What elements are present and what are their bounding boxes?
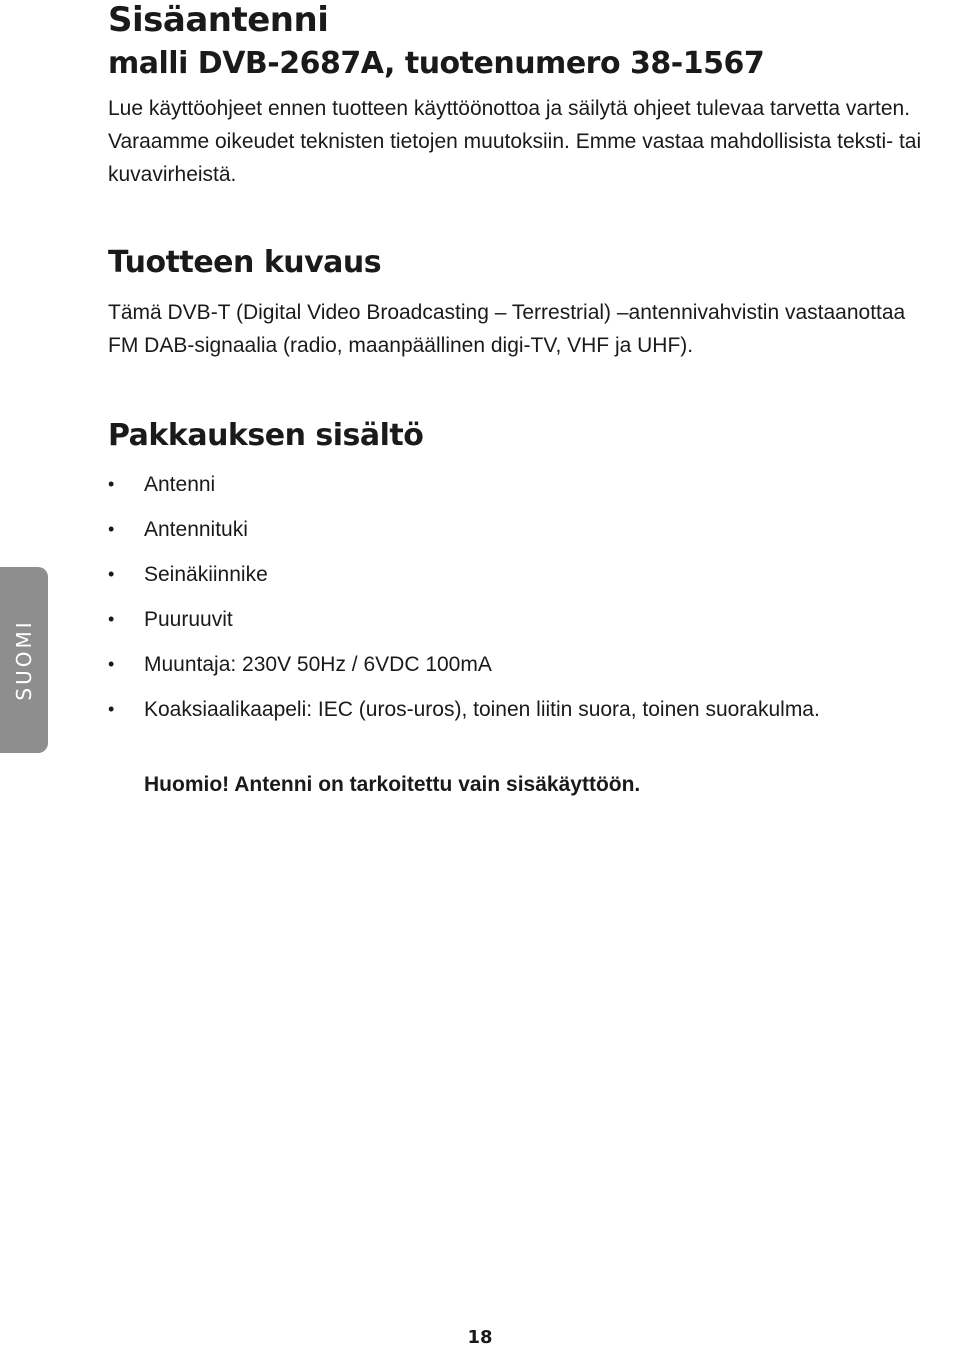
list-item — [108, 603, 938, 648]
bullet-icon: • — [108, 564, 115, 584]
bullet-icon: • — [108, 519, 115, 539]
bullet-icon: • — [108, 654, 115, 674]
bullet-icon: • — [108, 474, 115, 494]
package-heading: Pakkauksen sisältö — [108, 418, 424, 453]
list-item-text: Antennituki — [144, 518, 248, 541]
list-item-text: Puuruuvit — [144, 608, 233, 631]
list-item — [108, 468, 938, 513]
list-item-text: Muuntaja: 230V 50Hz / 6VDC 100mA — [144, 653, 492, 676]
description-paragraph: Tämä DVB-T (Digital Video Broadcasting – Terrestrial) –antennivahvistin vastaanottaa FM DAB-signaalia (radio, maanpäällinen digi-TV, VHF ja UHF). — [108, 301, 906, 357]
document-title: Sisäantenni — [108, 0, 329, 40]
list-item — [108, 693, 938, 738]
caution-note: Huomio! Antenni on tarkoitettu vain sisäkäyttöön. — [144, 773, 641, 796]
list-item — [108, 648, 938, 693]
description-heading: Tuotteen kuvaus — [108, 245, 382, 280]
language-side-tab — [0, 567, 48, 753]
list-item — [108, 558, 938, 603]
list-item — [108, 513, 938, 558]
intro-paragraph: Lue käyttöohjeet ennen tuotteen käyttöönottoa ja säilytä ohjeet tulevaa tarvetta varten. Varaamme oikeudet teknisten tietojen muutoksiin. Emme vastaa mahdollisista teksti- tai kuvavirheistä. — [108, 97, 922, 186]
document-subtitle: malli DVB-2687A, tuotenumero 38-1567 — [108, 46, 765, 81]
list-item-text: Antenni — [144, 473, 216, 496]
bullet-icon: • — [108, 699, 115, 719]
language-label: SUOMI — [12, 619, 36, 701]
bullet-icon: • — [108, 609, 115, 629]
package-contents-list — [108, 468, 938, 738]
list-item-text: Seinäkiinnike — [144, 563, 268, 586]
page-number: 18 — [467, 1327, 493, 1348]
list-item-text: Koaksiaalikaapeli: IEC (uros-uros), toinen liitin suora, toinen suorakulma. — [144, 698, 820, 721]
